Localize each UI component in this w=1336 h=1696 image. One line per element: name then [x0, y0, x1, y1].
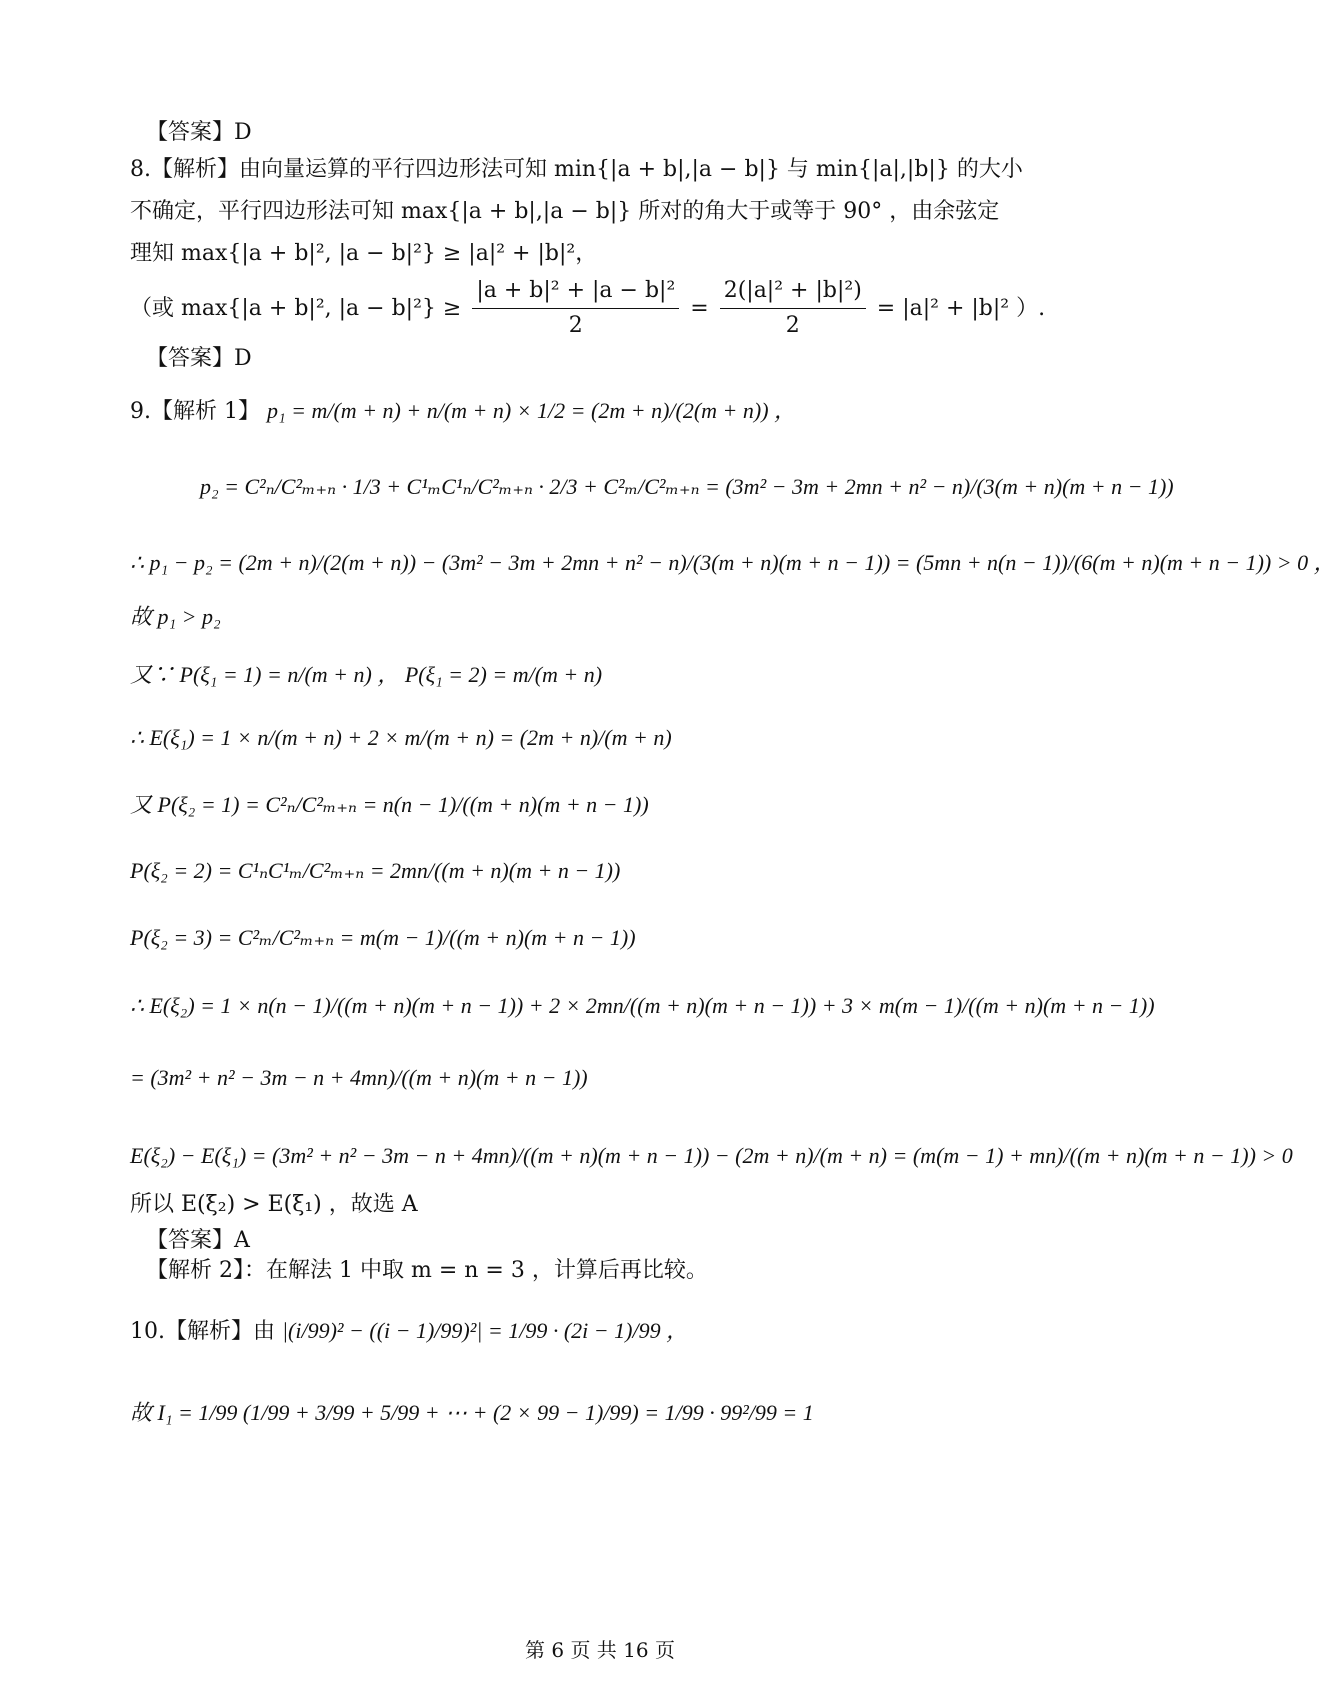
q8-text1: 由向量运算的平行四边形法可知 min{|a + b|,|a − b|} 与 min{|a|,|b|} 的大小: [239, 157, 1023, 182]
q8-line3: 理知 max{|a + b|², |a − b|²} ≥ |a|² + |b|²，: [130, 241, 598, 266]
q8-fraction-2-den: 2: [785, 313, 800, 339]
answer-d-2: 【答案】D: [146, 346, 252, 371]
q8-line4-post: = |a|² + |b|² ）.: [876, 295, 1046, 321]
q8-line2: 不确定，平行四边形法可知 max{|a + b|,|a − b|} 所对的角大于或等于 90° ，由余弦定: [130, 199, 1000, 224]
q9-ediff: E(ξ₂) − E(ξ₁) = (3m² + n² − 3m − n + 4mn)/((m + n)(m + n − 1)) − (2m + n)/(m + n) = (m(m − 1) + mn)/((m + n)(m + n − 1)) > 0: [130, 1143, 1293, 1168]
q8-fraction-2: [720, 278, 866, 340]
q9-e2: ∴ E(ξ₂) = 1 × n(n − 1)/((m + n)(m + n − 1)) + 2 × 2mn/((m + n)(m + n − 1)) + 3 × m(m − 1)/((m + n)(m + n − 1)): [130, 993, 1155, 1018]
q9-xi2-3: P(ξ₂ = 3) = C²ₘ/C²ₘ₊ₙ = m(m − 1)/((m + n)(m + n − 1)): [130, 925, 636, 950]
q9-p2: p₂ = C²ₙ/C²ₘ₊ₙ · 1/3 + C¹ₘC¹ₙ/C²ₘ₊ₙ · 2/3 + C²ₘ/C²ₘ₊ₙ = (3m² − 3m + 2mn + n² − n)/(3(m + n)(m + n − 1)): [200, 474, 1174, 499]
q10-l1: |(i/99)² − ((i − 1)/99)²| = 1/99 · (2i − 1)/99 ，: [282, 1318, 689, 1343]
q9-p1: p₁ = m/(m + n) + n/(m + n) × 1/2 = (2m + n)/(2(m + n)) ，: [266, 398, 797, 423]
q9-final: 所以 E(ξ₂) > E(ξ₁) ，故选 A: [130, 1192, 418, 1217]
q8-fraction-1-num: |a + b|² + |a − b|²: [472, 278, 679, 309]
q9-xi1: 又∵ P(ξ₁ = 1) = n/(m + n) ， P(ξ₁ = 2) = m/(m + n): [130, 662, 603, 687]
q9-label: 9.【解析 1】: [130, 399, 260, 424]
q10-line1: [130, 1318, 688, 1345]
q9-method2: 【解析 2】：在解法 1 中取 m = n = 3 ，计算后再比较。: [146, 1258, 708, 1283]
q8-line4-pre: （或 max{|a + b|², |a − b|²} ≥: [130, 295, 462, 321]
q8-fraction-1-den: 2: [568, 313, 583, 339]
q10-label: 10.【解析】由: [130, 1319, 275, 1344]
q8-line4-eq: =: [690, 295, 709, 321]
q9-e2b: = (3m² + n² − 3m − n + 4mn)/((m + n)(m + n − 1)): [130, 1065, 588, 1090]
q8-fraction-1: [472, 278, 679, 340]
q9-p1-line: [130, 398, 796, 425]
q8-label: 8.【解析】: [130, 157, 239, 182]
q8-line1: [130, 157, 1023, 183]
q10-l2: 故 I₁ = 1/99 (1/99 + 3/99 + 5/99 + ⋯ + (2 × 99 − 1)/99) = 1/99 · 99²/99 = 1: [130, 1400, 814, 1425]
q9-xi2-2: P(ξ₂ = 2) = C¹ₙC¹ₘ/C²ₘ₊ₙ = 2mn/((m + n)(m + n − 1)): [130, 858, 621, 883]
q9-answer: 【答案】A: [146, 1228, 250, 1253]
q8-line4: [130, 278, 1045, 340]
q9-xi2-1: 又 P(ξ₂ = 1) = C²ₙ/C²ₘ₊ₙ = n(n − 1)/((m + n)(m + n − 1)): [130, 792, 649, 817]
q9-diff: ∴ p₁ − p₂ = (2m + n)/(2(m + n)) − (3m² − 3m + 2mn + n² − n)/(3(m + n)(m + n − 1)) = (5mn + n(n − 1))/(6(m + n)(m + n − 1)) > 0 ，: [130, 550, 1336, 575]
answer-d-1: 【答案】D: [146, 120, 252, 145]
q9-e1: ∴ E(ξ₁) = 1 × n/(m + n) + 2 × m/(m + n) = (2m + n)/(m + n): [130, 725, 672, 750]
q8-fraction-2-num: 2(|a|² + |b|²): [720, 278, 866, 309]
page-footer: 第 6 页 共 16 页: [525, 1638, 675, 1662]
q9-conclude: 故 p₁ > p₂: [130, 604, 221, 629]
